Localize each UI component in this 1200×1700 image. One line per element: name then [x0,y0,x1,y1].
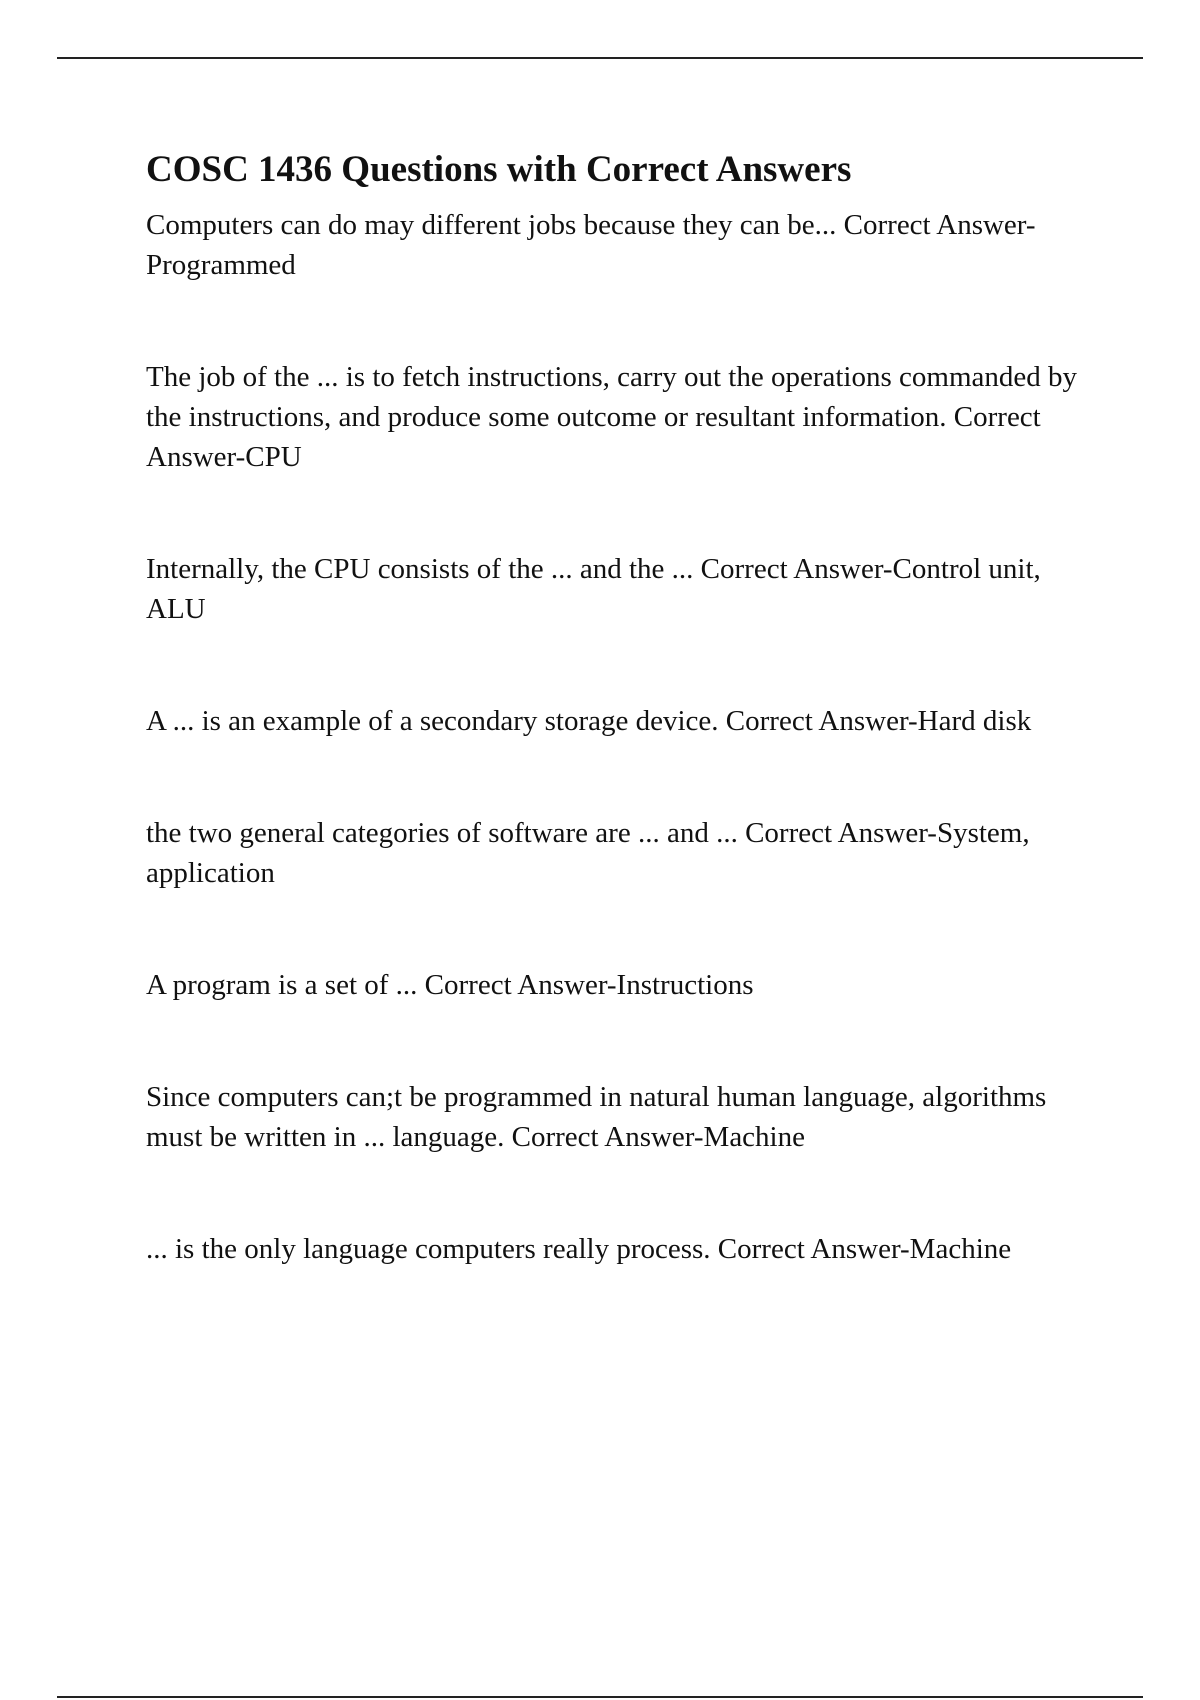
qa-item: Computers can do may different jobs because they can be... Correct Answer-Programmed [146,209,1036,281]
qa-item: A ... is an example of a secondary storage device. Correct Answer-Hard disk [146,705,1032,737]
footer-rule [57,1696,1143,1698]
document-title: COSC 1436 Questions with Correct Answers [146,149,852,190]
document-body [146,142,1086,1269]
header-rule [57,57,1143,59]
qa-item: The job of the ... is to fetch instructions, carry out the operations commanded by the instructions, and produce some outcome or resultant information. Correct Answer-CPU [146,361,1077,473]
qa-item: the two general categories of software are ... and ... Correct Answer-System, application [146,817,1030,889]
qa-item: Internally, the CPU consists of the ... and the ... Correct Answer-Control unit, ALU [146,553,1041,625]
qa-list [146,205,1086,1269]
qa-item: ... is the only language computers really process. Correct Answer-Machine [146,1233,1012,1265]
qa-item: Since computers can;t be programmed in natural human language, algorithms must be written in ... language. Correct Answer-Machine [146,1081,1047,1153]
qa-item: A program is a set of ... Correct Answer-Instructions [146,969,754,1001]
